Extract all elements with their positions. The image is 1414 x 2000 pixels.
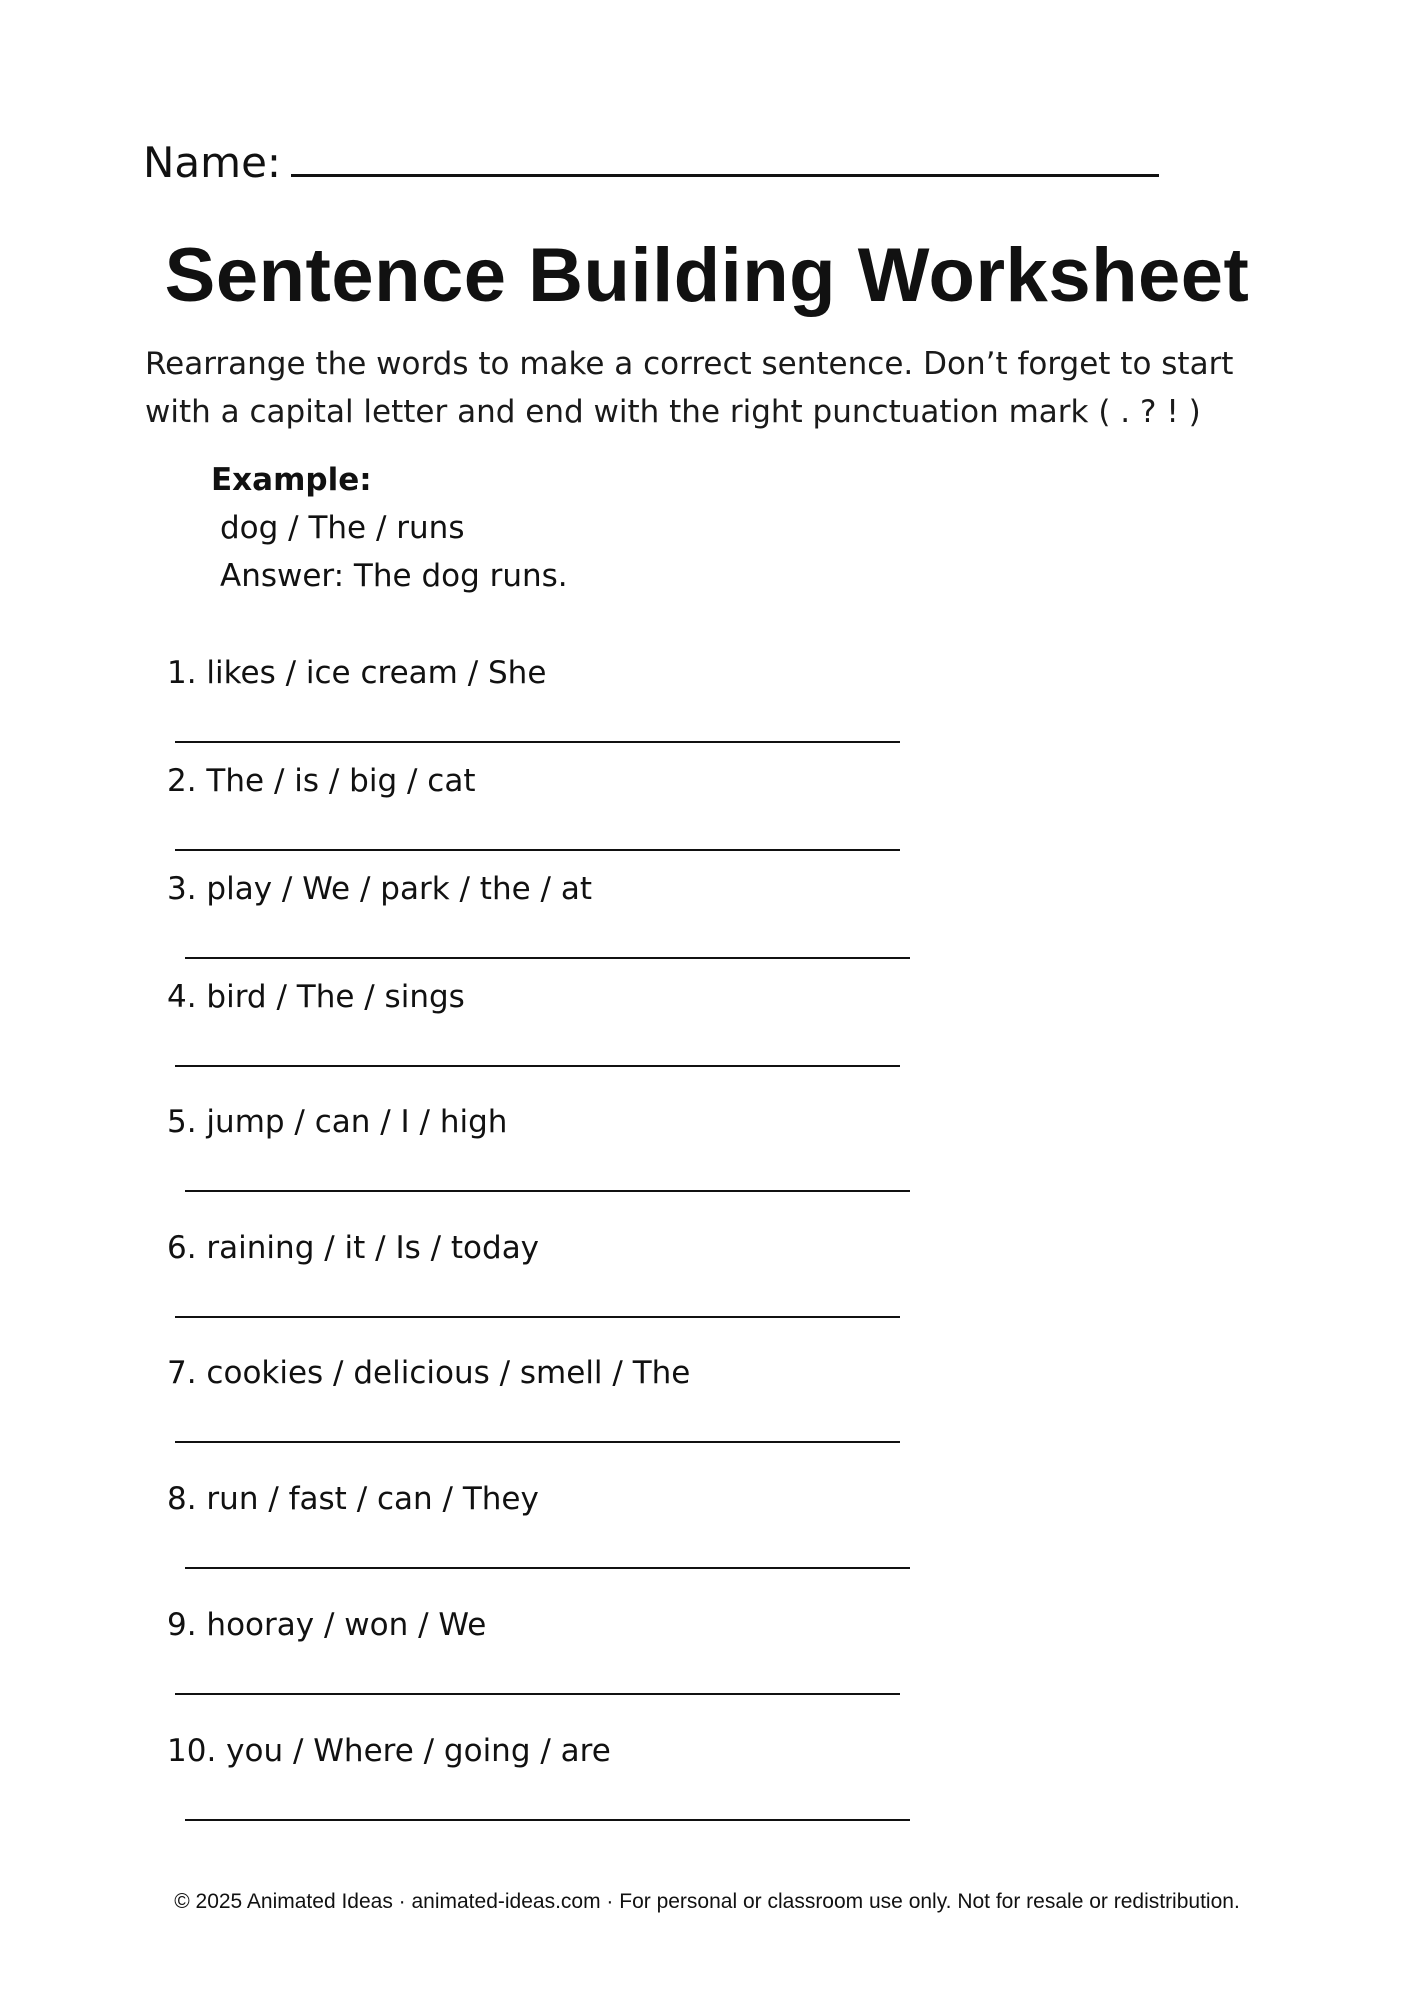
name-label: Name: bbox=[143, 138, 282, 187]
exercise-5-prompt: 5. jump / can / I / high bbox=[167, 1104, 508, 1140]
exercise-2-answer-line[interactable] bbox=[175, 849, 900, 851]
example-words: dog / The / runs bbox=[220, 510, 465, 546]
exercise-3-answer-line[interactable] bbox=[185, 957, 910, 959]
exercise-7-prompt: 7. cookies / delicious / smell / The bbox=[167, 1355, 691, 1391]
exercise-10-answer-line[interactable] bbox=[185, 1819, 910, 1821]
exercise-8-prompt: 8. run / fast / can / They bbox=[167, 1481, 539, 1517]
exercise-4-answer-line[interactable] bbox=[175, 1065, 900, 1067]
name-blank-line[interactable] bbox=[291, 174, 1159, 177]
example-answer: Answer: The dog runs. bbox=[220, 558, 568, 594]
exercise-6-answer-line[interactable] bbox=[175, 1316, 900, 1318]
exercise-7-answer-line[interactable] bbox=[175, 1441, 900, 1443]
exercise-1-answer-line[interactable] bbox=[175, 741, 900, 743]
name-field bbox=[143, 138, 1159, 187]
exercise-3-prompt: 3. play / We / park / the / at bbox=[167, 871, 592, 907]
exercise-5-answer-line[interactable] bbox=[185, 1190, 910, 1192]
exercise-8-answer-line[interactable] bbox=[185, 1567, 910, 1569]
exercise-6-prompt: 6. raining / it / Is / today bbox=[167, 1230, 540, 1266]
exercise-2-prompt: 2. The / is / big / cat bbox=[167, 763, 476, 799]
example-block bbox=[211, 456, 568, 600]
exercise-4-prompt: 4. bird / The / sings bbox=[167, 979, 465, 1015]
copyright-footer: © 2025 Animated Ideas · animated-ideas.com · For personal or classroom use only. Not for resale or redistribution. bbox=[174, 1890, 1240, 1913]
exercise-9-prompt: 9. hooray / won / We bbox=[167, 1607, 487, 1643]
exercise-9-answer-line[interactable] bbox=[175, 1693, 900, 1695]
exercise-10-prompt: 10. you / Where / going / are bbox=[167, 1733, 611, 1769]
page-title: Sentence Building Worksheet bbox=[164, 233, 1250, 318]
example-heading: Example: bbox=[211, 462, 372, 498]
instructions-text: Rearrange the words to make a correct sentence. Don’t forget to start with a capital letter and end with the right punctuation mark ( . ? ! ) bbox=[145, 346, 1234, 430]
exercise-1-prompt: 1. likes / ice cream / She bbox=[167, 655, 547, 691]
